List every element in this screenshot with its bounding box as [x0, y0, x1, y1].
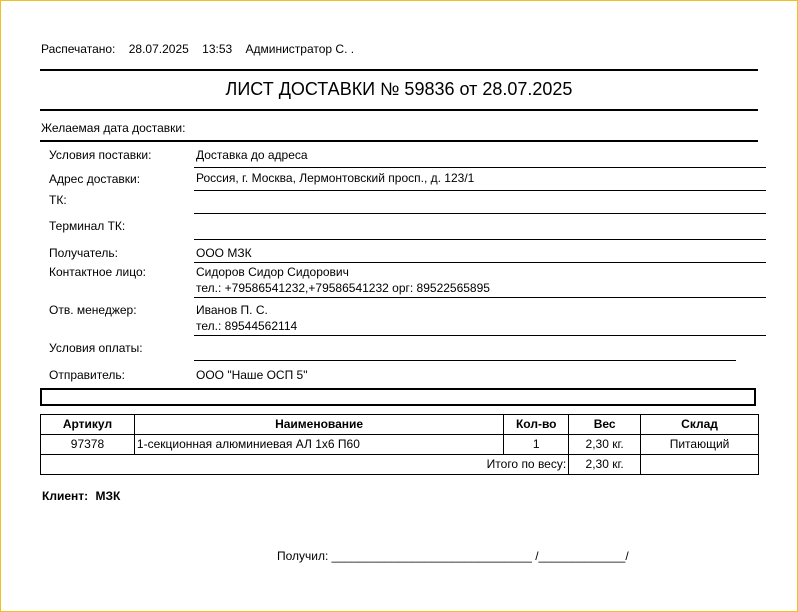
printed-info: [41, 42, 364, 56]
table-total-row: [41, 455, 759, 475]
printed-date: 28.07.2025: [128, 42, 189, 56]
contact-name: Сидоров Сидор Сидорович: [196, 265, 349, 279]
client-label: Клиент:: [42, 489, 89, 503]
tk-terminal-underline: [194, 239, 766, 240]
cell-qty: 1: [504, 435, 569, 455]
desired-date-rule: [40, 140, 758, 142]
received-signature-line: ______________________________ /_____________/: [331, 549, 629, 563]
cell-warehouse: Питающий: [641, 435, 759, 455]
recipient-value: ООО МЗК: [196, 246, 252, 260]
recipient-underline: [194, 262, 766, 263]
printed-user: Администратор С. .: [245, 42, 355, 56]
address-underline: [194, 190, 766, 191]
col-header-qty: Кол-во: [504, 415, 569, 435]
manager-underline: [194, 335, 766, 336]
empty-notes-box: [40, 388, 756, 406]
total-weight-label: Итого по весу:: [41, 455, 569, 475]
manager-phone: тел.: 89544562114: [196, 319, 298, 333]
title-top-rule: [40, 69, 758, 71]
recipient-label: Получатель:: [49, 246, 118, 260]
total-empty-cell: [641, 455, 759, 475]
payment-terms-underline: [194, 360, 736, 361]
cell-article: 97378: [41, 435, 135, 455]
contact-label: Контактное лицо:: [49, 265, 146, 279]
printed-time: 13:53: [202, 42, 233, 56]
printed-label: Распечатано:: [41, 42, 116, 56]
document-title: ЛИСТ ДОСТАВКИ № 59836 от 28.07.2025: [225, 79, 573, 99]
col-header-name: Наименование: [134, 415, 503, 435]
address-value: Россия, г. Москва, Лермонтовский просп., д. 123/1: [196, 171, 475, 185]
tk-label: ТК:: [49, 193, 67, 207]
desired-date-label: Желаемая дата доставки:: [41, 121, 186, 135]
cell-weight: 2,30 кг.: [569, 435, 641, 455]
manager-label: Отв. менеджер:: [49, 303, 137, 317]
client-block: [42, 489, 120, 503]
contact-underline: [194, 297, 766, 298]
client-name: МЗК: [95, 489, 121, 503]
col-header-warehouse: Склад: [641, 415, 759, 435]
supply-terms-label: Условия поставки:: [49, 148, 152, 162]
manager-name: Иванов П. С.: [196, 303, 268, 317]
supply-terms-underline: [194, 167, 766, 168]
col-header-article: Артикул: [41, 415, 135, 435]
table-header-row: [41, 415, 759, 435]
sender-value: ООО "Наше ОСП 5": [196, 368, 308, 382]
tk-terminal-label: Терминал ТК:: [49, 219, 126, 233]
payment-terms-label: Условия оплаты:: [49, 341, 143, 355]
contact-phone: тел.: +79586541232,+79586541232 орг: 89522565895: [196, 281, 490, 295]
supply-terms-value: Доставка до адреса: [196, 148, 308, 162]
items-table: [40, 414, 759, 475]
sender-label: Отправитель:: [49, 368, 125, 382]
table-row: [41, 435, 759, 455]
total-weight-value: 2,30 кг.: [569, 455, 641, 475]
address-label: Адрес доставки:: [49, 172, 141, 186]
title-bottom-rule: [40, 109, 758, 111]
tk-underline: [194, 213, 766, 214]
col-header-weight: Вес: [569, 415, 641, 435]
received-signature: [277, 549, 629, 563]
received-label: Получил:: [277, 549, 329, 563]
cell-name: 1-секционная алюминиевая АЛ 1х6 П60: [134, 435, 503, 455]
